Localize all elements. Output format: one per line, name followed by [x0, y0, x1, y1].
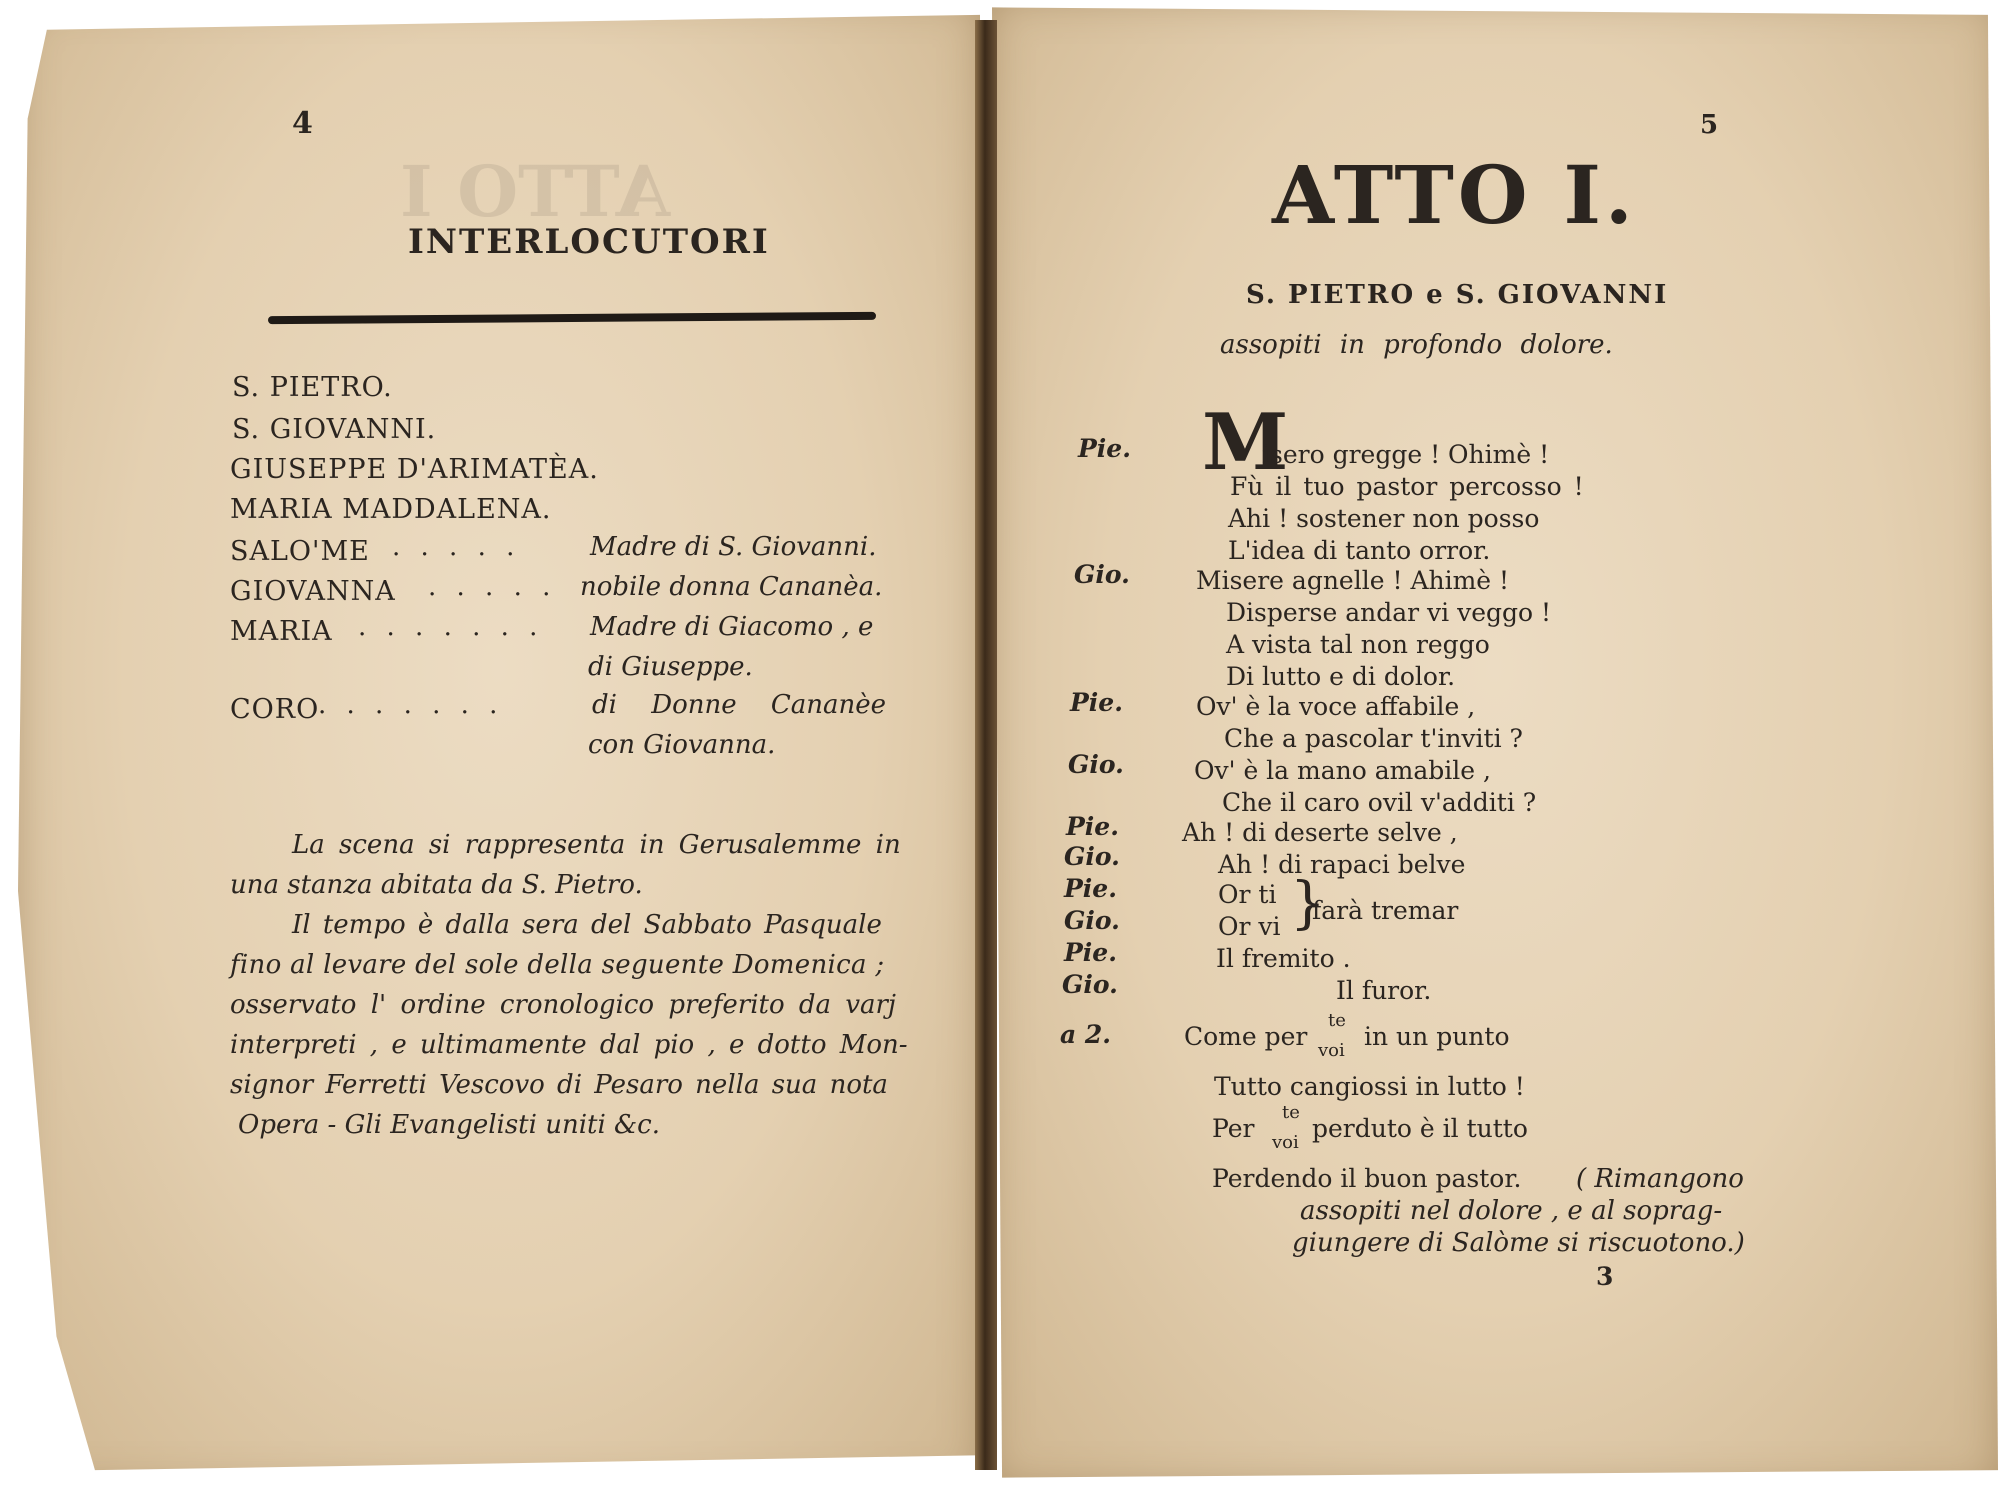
page-number-left: 4 — [292, 106, 313, 141]
speaker-label: Pie. — [1064, 938, 1117, 967]
verse-line: Ov' è la voce affabile , — [1196, 692, 1476, 721]
verse-line: Ah ! di rapaci belve — [1218, 850, 1466, 879]
superscript-te: te — [1282, 1102, 1300, 1123]
speaker-label: Pie. — [1064, 874, 1117, 903]
cast-name: SALO'ME — [230, 536, 370, 567]
cast-dots: . . . . . — [428, 572, 557, 602]
verse-line: Or vi — [1218, 912, 1281, 941]
verse-line: Di lutto e di dolor. — [1226, 662, 1456, 691]
verse-line: Che a pascolar t'inviti ? — [1224, 724, 1523, 753]
scene-line: La scena si rappresenta in Gerusalemme in — [292, 830, 901, 860]
speaker-label: Gio. — [1074, 560, 1130, 589]
cast-name: MARIA — [230, 616, 333, 647]
verse-line: Che il caro ovil v'additi ? — [1222, 788, 1537, 817]
scene-characters: S. PIETRO e S. GIOVANNI — [1246, 280, 1669, 310]
scene-line: Il tempo è dalla sera del Sabbato Pasquale — [292, 910, 882, 940]
cast-role: Madre di Giacomo , e — [590, 612, 874, 642]
drop-cap: M — [1202, 397, 1289, 488]
page-number-right: 5 — [1700, 110, 1719, 140]
cast-dots: . . . . . — [392, 532, 521, 562]
cast-name: S. GIOVANNI. — [232, 414, 437, 445]
speaker-label: Gio. — [1064, 842, 1120, 871]
cast-dots: . . . . . . . — [318, 690, 504, 720]
verse-line: Fù il tuo pastor percosso ! — [1230, 472, 1584, 501]
scene-line: una stanza abitata da S. Pietro. — [230, 870, 643, 900]
scene-line: signor Ferretti Vescovo di Pesaro nella sua nota — [230, 1070, 888, 1100]
closing-direction: giungere di Salòme si riscuotono.) — [1292, 1228, 1745, 1258]
verse-line: in un punto — [1364, 1022, 1510, 1051]
speaker-label: Gio. — [1064, 906, 1120, 935]
cast-role-cont: con Giovanna. — [588, 730, 776, 760]
speaker-label: Gio. — [1068, 750, 1124, 779]
cast-role: Madre di S. Giovanni. — [590, 532, 877, 562]
verse-line: Per — [1212, 1114, 1255, 1143]
scene-line: osservato l' ordine cronologico preferito da varj — [230, 990, 896, 1020]
verse-line: Misere agnelle ! Ahimè ! — [1196, 566, 1510, 595]
page-title: INTERLOCUTORI — [408, 222, 770, 262]
verse-line: Ah ! di deserte selve , — [1182, 818, 1458, 847]
cast-name: GIOVANNA — [230, 576, 396, 607]
speaker-label: Pie. — [1078, 434, 1131, 463]
closing-direction: assopiti nel dolore , e al soprag- — [1300, 1196, 1723, 1226]
verse-line: Ahi ! sostener non posso — [1228, 504, 1540, 533]
speaker-label: a 2. — [1060, 1020, 1112, 1049]
verse-line: Il furor. — [1336, 976, 1432, 1005]
verse-line: Come per — [1184, 1022, 1308, 1051]
scene-line: interpreti , e ultimamente dal pio , e dotto Mon- — [230, 1030, 908, 1060]
verse-line: Tutto cangiossi in lutto ! — [1214, 1072, 1525, 1101]
speaker-label: Pie. — [1066, 812, 1119, 841]
verse-line: Perdendo il buon pastor. — [1212, 1164, 1522, 1193]
speaker-label: Pie. — [1070, 688, 1123, 717]
scene-line: fino al levare del sole della seguente Domenica ; — [230, 950, 885, 980]
cast-role-cont: di Giuseppe. — [588, 652, 753, 682]
superscript-te: te — [1328, 1010, 1346, 1031]
verse-line: Disperse andar vi veggo ! — [1226, 598, 1552, 627]
verse-line: Or ti — [1218, 880, 1277, 909]
verse-line: Ov' è la mano amabile , — [1194, 756, 1491, 785]
stage-direction: assopiti in profondo dolore. — [1220, 330, 1613, 360]
act-title: ATTO I. — [1272, 148, 1637, 242]
verse-line: L'idea di tanto orror. — [1228, 536, 1491, 565]
cast-name: GIUSEPPE D'ARIMATÈA. — [230, 454, 599, 485]
verse-line: Il fremito . — [1216, 944, 1351, 973]
closing-direction: ( Rimangono — [1576, 1164, 1744, 1194]
verse-line: farà tremar — [1312, 896, 1459, 925]
cast-name: CORO — [230, 694, 320, 725]
cast-name: MARIA MADDALENA. — [230, 494, 552, 525]
cast-name: S. PIETRO. — [232, 372, 393, 403]
cast-role: nobile donna Cananèa. — [580, 572, 883, 602]
show-through: ATTO I — [400, 150, 671, 233]
superscript-voi: voi — [1318, 1040, 1345, 1061]
cast-dots: . . . . . . . — [358, 612, 544, 642]
signature-mark: 3 — [1596, 1262, 1614, 1291]
superscript-voi: voi — [1272, 1132, 1299, 1153]
speaker-label: Gio. — [1062, 970, 1118, 999]
brace-mark: } — [1290, 871, 1326, 936]
verse-line: A vista tal non reggo — [1226, 630, 1490, 659]
verse-line: isero gregge ! Ohimè ! — [1262, 440, 1550, 469]
book-spine — [975, 20, 997, 1470]
scene-line: Opera - Gli Evangelisti uniti &c. — [238, 1110, 661, 1140]
verse-line: perduto è il tutto — [1312, 1114, 1528, 1143]
cast-role: di Donne Cananèe — [592, 690, 887, 720]
